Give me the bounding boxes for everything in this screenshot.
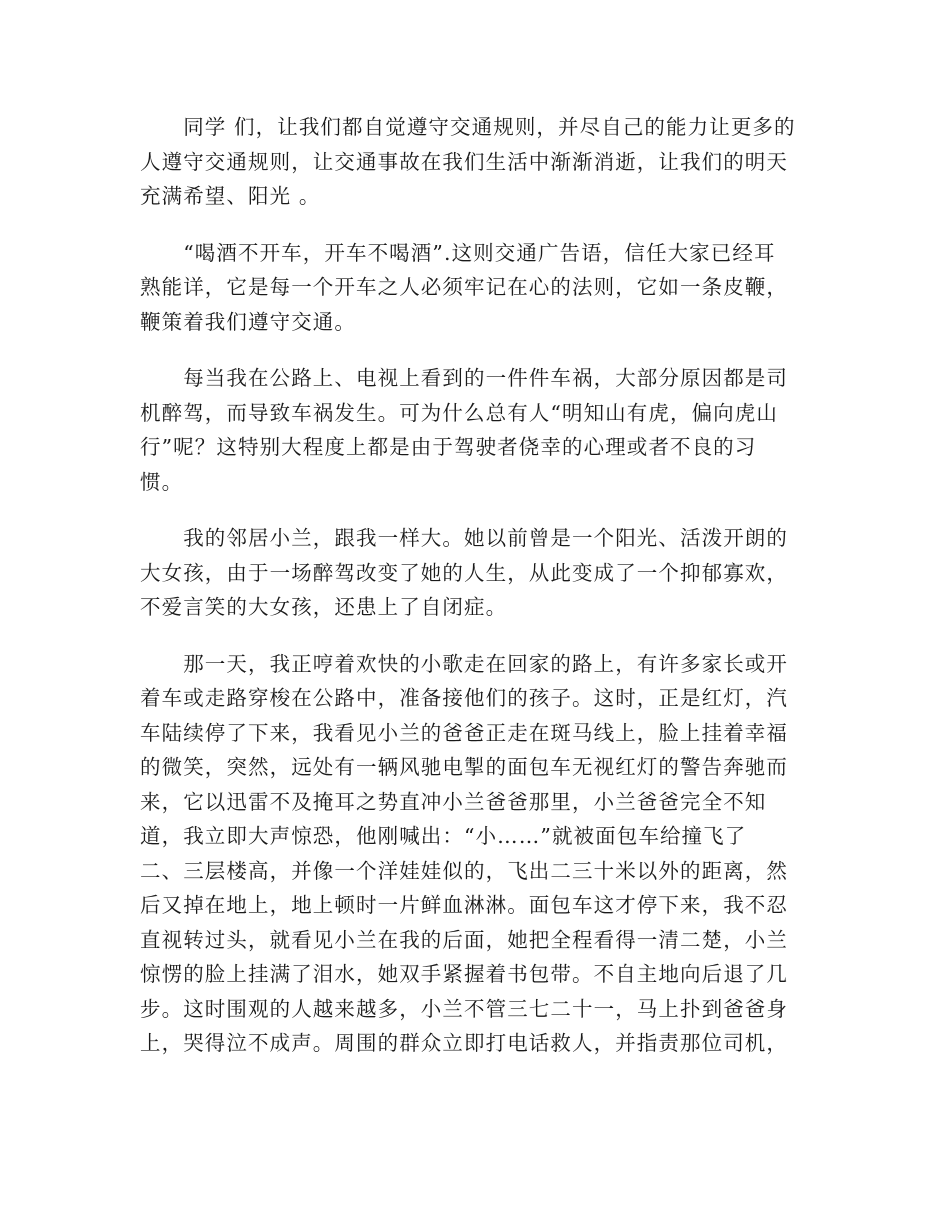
- text-line: 后又掉在地上，地上顿时一片鲜血淋淋。面包车这才停下来，我不忍: [140, 893, 788, 917]
- text-line: 鞭策着我们遵守交通。: [140, 309, 356, 334]
- paragraph-1: [140, 110, 810, 214]
- text-line: 同学 们，让我们都自觉遵守交通规则，并尽自己的能力让更多的: [140, 115, 796, 139]
- text-line: 惯。: [140, 469, 184, 494]
- text-line: 每当我在公路上、电视上看到的一件件车祸，大部分原因都是司: [140, 366, 788, 390]
- paragraph-5: [140, 647, 810, 1061]
- paragraph-4: [140, 521, 810, 625]
- text-line: 不爱言笑的大女孩，还患上了自闭症。: [140, 595, 508, 619]
- text-line: 的微笑，突然，远处有一辆风驰电掣的面包车无视红灯的警告奔驰而: [140, 755, 788, 779]
- text-line: 着车或走路穿梭在公路中，准备接他们的孩子。这时，正是红灯，汽: [140, 686, 788, 710]
- text-line: 那一天，我正哼着欢快的小歌走在回家的路上，有许多家长或开: [140, 651, 788, 676]
- text-line: 上，哭得泣不成声。周围的群众立即打电话救人，并指责那位司机，: [140, 1031, 788, 1055]
- text-line: 我的邻居小兰，跟我一样大。她以前曾是一个阳光、活泼开朗的: [140, 526, 788, 550]
- document-page: [140, 110, 810, 1083]
- text-line: 充满希望、阳光 。: [140, 184, 321, 208]
- text-line: 来，它以迅雷不及掩耳之势直冲小兰爸爸那里，小兰爸爸完全不知: [140, 789, 767, 814]
- paragraph-2: [140, 236, 810, 340]
- text-line: 步。这时围观的人越来越多，小兰不管三七二十一，马上扑到爸爸身: [140, 996, 788, 1021]
- text-line: 直视转过头，就看见小兰在我的后面，她把全程看得一清二楚，小兰: [140, 927, 788, 952]
- paragraph-3: [140, 361, 810, 499]
- text-line: 机醉驾，而导致车祸发生。可为什么总有人“明知山有虎，偏向虎山: [140, 400, 778, 425]
- text-line: 行”呢？这特别大程度上都是由于驾驶者侥幸的心理或者不良的习: [140, 435, 757, 459]
- text-line: 大女孩，由于一场醉驾改变了她的人生，从此变成了一个抑郁寡欢，: [140, 560, 788, 585]
- text-line: “喝酒不开车，开车不喝酒”.这则交通广告语，信任大家已经耳: [140, 240, 776, 265]
- text-line: 惊愣的脸上挂满了泪水，她双手紧握着书包带。不自主地向后退了几: [140, 962, 788, 986]
- text-line: 车陆续停了下来，我看见小兰的爸爸正走在斑马线上，脸上挂着幸福: [140, 720, 788, 745]
- text-line: 人遵守交通规则，让交通事故在我们生活中渐渐消逝，让我们的明天: [140, 149, 788, 174]
- text-line: 熟能详，它是每一个开车之人必须牢记在心的法则，它如一条皮鞭，: [140, 275, 788, 299]
- text-line: 二、三层楼高，并像一个洋娃娃似的，飞出二三十米以外的距离，然: [140, 858, 788, 883]
- text-line: 道，我立即大声惊恐，他刚喊出：“小……”就被面包车给撞飞了: [140, 824, 747, 848]
